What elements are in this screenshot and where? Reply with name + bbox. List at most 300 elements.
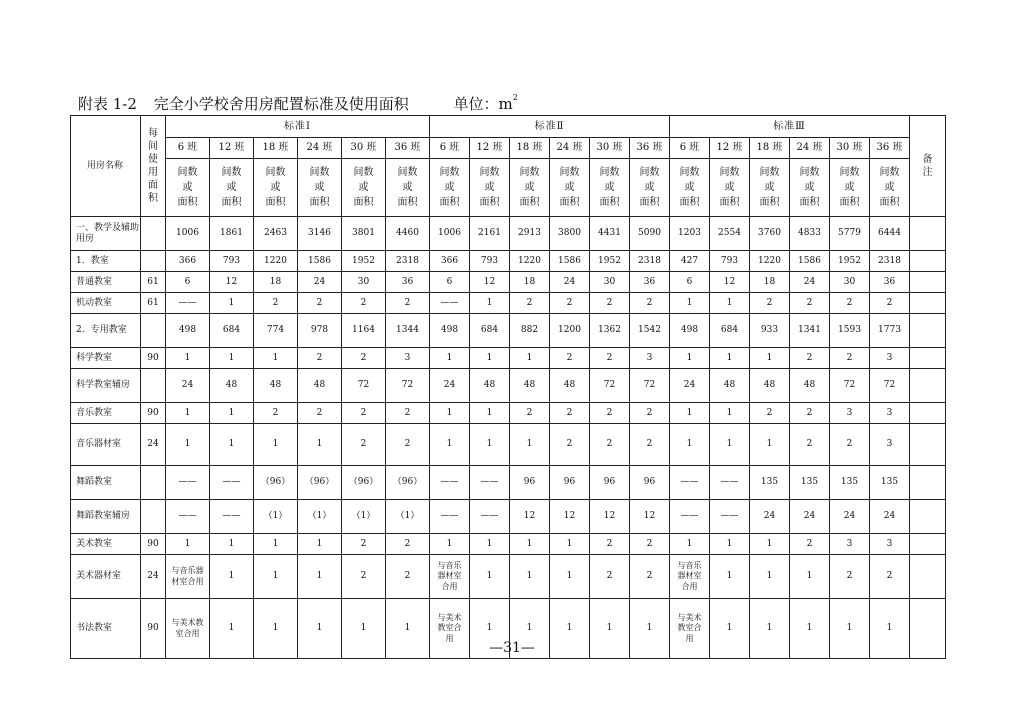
row-value: —— xyxy=(470,500,510,534)
row-value: —— xyxy=(210,466,254,500)
row-per-room-area xyxy=(141,369,166,403)
row-value: 3760 xyxy=(750,217,790,251)
row-value: 1 xyxy=(298,599,342,659)
row-value: 1 xyxy=(210,424,254,466)
row-value: 1 xyxy=(750,424,790,466)
header-count-or-area-line: 间数 xyxy=(799,167,820,178)
row-value: 1542 xyxy=(630,314,670,348)
row-value: —— xyxy=(430,466,470,500)
header-count-or-area-line: 间数 xyxy=(759,167,780,178)
header-count-or-area-line: 间数 xyxy=(559,167,580,178)
row-value: 1 xyxy=(670,293,710,314)
header-count-or-area xyxy=(254,159,298,217)
header-count-or-area-line: 或 xyxy=(270,182,281,193)
row-value: 1 xyxy=(386,599,430,659)
row-value: 2 xyxy=(342,424,386,466)
row-value: 1362 xyxy=(590,314,630,348)
header-count-or-area-line: 间数 xyxy=(639,167,660,178)
row-value: 1220 xyxy=(750,251,790,272)
row-value: 1006 xyxy=(430,217,470,251)
row-value: 1 xyxy=(342,599,386,659)
row-value: 18 xyxy=(510,272,550,293)
table-row xyxy=(71,534,946,555)
header-class-count: 6 班 xyxy=(430,138,470,159)
row-value: 1 xyxy=(550,534,590,555)
row-value: 2 xyxy=(342,534,386,555)
row-value: 12 xyxy=(510,500,550,534)
row-value: 48 xyxy=(470,369,510,403)
row-per-room-area: 61 xyxy=(141,272,166,293)
row-value: 2 xyxy=(870,555,910,599)
row-value: 12 xyxy=(590,500,630,534)
row-per-room-area xyxy=(141,500,166,534)
header-count-or-area-line: 面积 xyxy=(309,197,330,208)
header-class-count: 6 班 xyxy=(166,138,210,159)
row-value: 1 xyxy=(430,403,470,424)
row-value: 1 xyxy=(210,348,254,369)
header-count-or-area-line: 面积 xyxy=(221,197,242,208)
row-value: 1 xyxy=(430,424,470,466)
header-count-or-area-line: 面积 xyxy=(799,197,820,208)
row-value: 1 xyxy=(790,555,830,599)
header-class-count: 36 班 xyxy=(630,138,670,159)
row-value: 18 xyxy=(254,272,298,293)
row-value: 12 xyxy=(550,500,590,534)
row-value: 793 xyxy=(210,251,254,272)
row-value: 2 xyxy=(590,348,630,369)
row-value: 48 xyxy=(210,369,254,403)
header-count-or-area xyxy=(470,159,510,217)
table-row xyxy=(71,217,946,251)
table-row xyxy=(71,466,946,500)
header-class-count: 36 班 xyxy=(870,138,910,159)
row-value: 1 xyxy=(510,555,550,599)
header-count-or-area-line: 间数 xyxy=(839,167,860,178)
row-value: 2 xyxy=(386,403,430,424)
row-value: 1 xyxy=(510,534,550,555)
header-count-or-area-line: 面积 xyxy=(265,197,286,208)
row-value: —— xyxy=(470,466,510,500)
row-value: 2 xyxy=(550,403,590,424)
row-value: 2913 xyxy=(510,217,550,251)
row-value: 48 xyxy=(298,369,342,403)
row-value: （1） xyxy=(342,500,386,534)
header-count-or-area-line: 面积 xyxy=(439,197,460,208)
row-value: 1 xyxy=(550,599,590,659)
row-per-room-area xyxy=(141,251,166,272)
header-count-or-area xyxy=(830,159,870,217)
header-count-or-area-line: 间数 xyxy=(479,167,500,178)
row-remarks xyxy=(910,369,946,403)
header-count-or-area-line: 面积 xyxy=(177,197,198,208)
row-value: 1 xyxy=(254,534,298,555)
row-value: 2554 xyxy=(710,217,750,251)
row-value: 72 xyxy=(830,369,870,403)
row-value: 774 xyxy=(254,314,298,348)
row-remarks xyxy=(910,348,946,369)
row-value: —— xyxy=(166,466,210,500)
row-value: —— xyxy=(166,500,210,534)
row-value: 2 xyxy=(342,555,386,599)
table-row xyxy=(71,403,946,424)
header-count-or-area xyxy=(750,159,790,217)
row-value: 2 xyxy=(510,403,550,424)
header-count-or-area xyxy=(670,159,710,217)
row-value: 1 xyxy=(166,534,210,555)
room-standards-table xyxy=(70,115,946,659)
row-value: 1 xyxy=(470,293,510,314)
row-value: 3 xyxy=(630,348,670,369)
row-value: 24 xyxy=(830,500,870,534)
row-value: 1 xyxy=(630,599,670,659)
header-count-or-area-line: 间数 xyxy=(177,167,198,178)
table-row xyxy=(71,293,946,314)
row-value: 978 xyxy=(298,314,342,348)
row-value: 2 xyxy=(750,403,790,424)
row-value: 96 xyxy=(590,466,630,500)
row-value: 5090 xyxy=(630,217,670,251)
row-value: 2 xyxy=(298,348,342,369)
unit-superscript: 2 xyxy=(512,93,518,102)
header-count-or-area xyxy=(298,159,342,217)
row-value: 2161 xyxy=(470,217,510,251)
row-per-room-area: 90 xyxy=(141,403,166,424)
row-value: 1586 xyxy=(790,251,830,272)
row-value: 1 xyxy=(550,555,590,599)
row-value: 1 xyxy=(166,403,210,424)
header-count-or-area xyxy=(342,159,386,217)
header-count-or-area xyxy=(550,159,590,217)
row-value: 1 xyxy=(870,599,910,659)
row-value: 1 xyxy=(670,424,710,466)
row-value: 12 xyxy=(470,272,510,293)
row-value: 684 xyxy=(470,314,510,348)
row-value: 72 xyxy=(590,369,630,403)
row-value: 684 xyxy=(210,314,254,348)
row-value: 2 xyxy=(750,293,790,314)
row-value: 1 xyxy=(298,534,342,555)
row-value: 882 xyxy=(510,314,550,348)
row-room-name: 舞蹈教室 xyxy=(71,466,141,500)
row-value: 1 xyxy=(830,599,870,659)
row-value: 3 xyxy=(870,403,910,424)
row-value: 2318 xyxy=(630,251,670,272)
row-value: 6444 xyxy=(870,217,910,251)
unit-label: 单位：m xyxy=(453,95,513,113)
row-value: —— xyxy=(710,500,750,534)
row-value: 2 xyxy=(510,293,550,314)
row-value: 2463 xyxy=(254,217,298,251)
row-value: 3801 xyxy=(342,217,386,251)
row-value: 1952 xyxy=(830,251,870,272)
row-value: —— xyxy=(670,500,710,534)
row-value: 1 xyxy=(470,348,510,369)
row-value: 1 xyxy=(430,534,470,555)
row-value: 1341 xyxy=(790,314,830,348)
row-value: 1 xyxy=(210,403,254,424)
row-value: 1203 xyxy=(670,217,710,251)
row-value: 24 xyxy=(790,500,830,534)
row-value: 24 xyxy=(550,272,590,293)
row-value: 1200 xyxy=(550,314,590,348)
header-count-or-area xyxy=(870,159,910,217)
row-value: 1 xyxy=(710,599,750,659)
row-value: 2 xyxy=(550,424,590,466)
row-room-name: 普通教室 xyxy=(71,272,141,293)
header-count-or-area xyxy=(590,159,630,217)
header-count-or-area-line: 或 xyxy=(764,182,775,193)
row-value: 2 xyxy=(386,424,430,466)
header-count-or-area-line: 间数 xyxy=(221,167,242,178)
header-count-or-area-line: 间数 xyxy=(879,167,900,178)
header-count-or-area xyxy=(430,159,470,217)
row-value: 1 xyxy=(670,403,710,424)
header-class-count: 18 班 xyxy=(254,138,298,159)
table-row xyxy=(71,500,946,534)
row-value: 1 xyxy=(298,424,342,466)
header-count-or-area-line: 间数 xyxy=(679,167,700,178)
row-value: 4460 xyxy=(386,217,430,251)
row-value: 793 xyxy=(470,251,510,272)
row-room-name: 科学教室 xyxy=(71,348,141,369)
row-value: 1586 xyxy=(298,251,342,272)
table-row xyxy=(71,424,946,466)
row-remarks xyxy=(910,534,946,555)
header-count-or-area-line: 间数 xyxy=(519,167,540,178)
header-count-or-area-line: 或 xyxy=(604,182,615,193)
header-class-count: 12 班 xyxy=(710,138,750,159)
row-value: （1） xyxy=(254,500,298,534)
row-value: 1220 xyxy=(254,251,298,272)
row-value: 2 xyxy=(550,348,590,369)
row-value: 12 xyxy=(210,272,254,293)
header-count-or-area xyxy=(386,159,430,217)
row-value: —— xyxy=(430,293,470,314)
row-value: 96 xyxy=(550,466,590,500)
table-row xyxy=(71,348,946,369)
row-per-room-area xyxy=(141,217,166,251)
row-value: 2 xyxy=(830,424,870,466)
header-count-or-area-line: 间数 xyxy=(309,167,330,178)
row-remarks xyxy=(910,403,946,424)
row-value: 2 xyxy=(590,403,630,424)
row-value: 1 xyxy=(750,599,790,659)
row-value: 1 xyxy=(254,599,298,659)
row-value: 2 xyxy=(830,348,870,369)
row-value: 3 xyxy=(870,534,910,555)
header-class-count: 6 班 xyxy=(670,138,710,159)
header-count-or-area-line: 或 xyxy=(402,182,413,193)
header-count-or-area-line: 间数 xyxy=(265,167,286,178)
row-value: 2 xyxy=(386,534,430,555)
row-value: 1 xyxy=(166,424,210,466)
row-value: 2 xyxy=(790,534,830,555)
row-value: 12 xyxy=(710,272,750,293)
row-value: 1 xyxy=(470,555,510,599)
table-number: 附表 1-2 xyxy=(78,95,137,113)
row-value: 3 xyxy=(830,534,870,555)
row-value: 2 xyxy=(790,403,830,424)
row-value: 72 xyxy=(342,369,386,403)
table-caption: 完全小学校舍用房配置标准及使用面积 xyxy=(153,95,409,113)
row-remarks xyxy=(910,424,946,466)
row-value: 2 xyxy=(590,534,630,555)
row-value: 2318 xyxy=(386,251,430,272)
table-row xyxy=(71,369,946,403)
row-value: —— xyxy=(670,466,710,500)
row-value: 1952 xyxy=(342,251,386,272)
row-value: 2 xyxy=(386,293,430,314)
row-value: 1 xyxy=(510,599,550,659)
table-row xyxy=(71,314,946,348)
row-room-name: 2．专用教室 xyxy=(71,314,141,348)
row-value: 96 xyxy=(510,466,550,500)
header-class-count: 12 班 xyxy=(470,138,510,159)
row-value: 2 xyxy=(550,293,590,314)
row-value: 1 xyxy=(470,534,510,555)
header-count-or-area-line: 面积 xyxy=(353,197,374,208)
row-per-room-area: 24 xyxy=(141,424,166,466)
row-value: 36 xyxy=(630,272,670,293)
row-value: 2 xyxy=(342,403,386,424)
row-value: 1 xyxy=(254,348,298,369)
row-value: 1 xyxy=(710,555,750,599)
header-count-or-area-line: 面积 xyxy=(759,197,780,208)
row-remarks xyxy=(910,466,946,500)
row-value: 2 xyxy=(790,293,830,314)
row-value: 1 xyxy=(710,534,750,555)
header-count-or-area xyxy=(210,159,254,217)
row-value: 1 xyxy=(750,348,790,369)
row-value: 2 xyxy=(342,348,386,369)
row-value: 2 xyxy=(298,403,342,424)
header-count-or-area-line: 间数 xyxy=(719,167,740,178)
row-room-name: 1．教室 xyxy=(71,251,141,272)
header-count-or-area-line: 或 xyxy=(226,182,237,193)
row-value: 30 xyxy=(830,272,870,293)
header-class-count: 30 班 xyxy=(590,138,630,159)
header-count-or-area-line: 或 xyxy=(684,182,695,193)
row-value: 24 xyxy=(750,500,790,534)
row-room-name: 科学教室辅房 xyxy=(71,369,141,403)
header-count-or-area-line: 面积 xyxy=(679,197,700,208)
row-value: 1344 xyxy=(386,314,430,348)
row-value: 1952 xyxy=(590,251,630,272)
row-room-name: 音乐教室 xyxy=(71,403,141,424)
header-count-or-area-line: 面积 xyxy=(639,197,660,208)
header-count-or-area xyxy=(166,159,210,217)
row-value: 1 xyxy=(510,348,550,369)
row-value: 2 xyxy=(630,424,670,466)
header-count-or-area-line: 或 xyxy=(444,182,455,193)
header-class-count: 30 班 xyxy=(342,138,386,159)
table-row xyxy=(71,251,946,272)
header-count-or-area-line: 或 xyxy=(182,182,193,193)
row-value: 与音乐器材室合用 xyxy=(670,555,710,599)
header-count-or-area-line: 面积 xyxy=(397,197,418,208)
header-count-or-area-line: 或 xyxy=(884,182,895,193)
row-value: 2 xyxy=(630,403,670,424)
header-count-or-area-line: 或 xyxy=(358,182,369,193)
row-remarks xyxy=(910,217,946,251)
row-value: 1773 xyxy=(870,314,910,348)
row-value: （1） xyxy=(386,500,430,534)
header-count-or-area-line: 或 xyxy=(484,182,495,193)
header-standard-2: 标准Ⅱ xyxy=(430,116,670,138)
row-value: 36 xyxy=(870,272,910,293)
row-value: 48 xyxy=(550,369,590,403)
row-value: （96） xyxy=(386,466,430,500)
row-per-room-area: 90 xyxy=(141,599,166,659)
header-class-count: 30 班 xyxy=(830,138,870,159)
row-value: 1 xyxy=(710,348,750,369)
row-value: 72 xyxy=(870,369,910,403)
row-value: 6 xyxy=(670,272,710,293)
row-value: 48 xyxy=(510,369,550,403)
row-value: 2 xyxy=(342,293,386,314)
row-per-room-area xyxy=(141,466,166,500)
row-value: 793 xyxy=(710,251,750,272)
row-value: 72 xyxy=(386,369,430,403)
row-value: 498 xyxy=(166,314,210,348)
header-count-or-area-line: 或 xyxy=(564,182,575,193)
row-value: 2 xyxy=(630,534,670,555)
row-value: —— xyxy=(166,293,210,314)
header-class-count: 36 班 xyxy=(386,138,430,159)
header-room-name: 用房名称 xyxy=(71,116,141,217)
row-value: 1 xyxy=(710,424,750,466)
row-value: 6 xyxy=(166,272,210,293)
row-value: 1 xyxy=(254,555,298,599)
row-value: 6 xyxy=(430,272,470,293)
row-value: 1 xyxy=(470,424,510,466)
row-per-room-area xyxy=(141,314,166,348)
row-value: 366 xyxy=(166,251,210,272)
row-value: 2 xyxy=(830,293,870,314)
row-value: 3146 xyxy=(298,217,342,251)
row-value: 1 xyxy=(166,348,210,369)
header-count-or-area-line: 面积 xyxy=(559,197,580,208)
row-value: （96） xyxy=(254,466,298,500)
row-value: 1006 xyxy=(166,217,210,251)
row-value: 135 xyxy=(830,466,870,500)
row-value: —— xyxy=(210,500,254,534)
row-value: 2318 xyxy=(870,251,910,272)
row-value: 24 xyxy=(790,272,830,293)
row-value: 1 xyxy=(710,403,750,424)
row-value: 1 xyxy=(670,534,710,555)
row-per-room-area: 90 xyxy=(141,348,166,369)
row-value: 1164 xyxy=(342,314,386,348)
header-count-or-area-line: 间数 xyxy=(397,167,418,178)
row-value: —— xyxy=(710,466,750,500)
row-value: 2 xyxy=(790,424,830,466)
row-per-room-area: 61 xyxy=(141,293,166,314)
row-value: 2 xyxy=(790,348,830,369)
row-per-room-area: 90 xyxy=(141,534,166,555)
row-value: 1 xyxy=(254,424,298,466)
row-value: （96） xyxy=(298,466,342,500)
row-value: 3 xyxy=(870,424,910,466)
table-row xyxy=(71,272,946,293)
header-count-or-area-line: 或 xyxy=(844,182,855,193)
row-remarks xyxy=(910,293,946,314)
row-value: 3 xyxy=(830,403,870,424)
row-value: 1586 xyxy=(550,251,590,272)
row-value: 1861 xyxy=(210,217,254,251)
row-value: 1 xyxy=(510,424,550,466)
row-remarks xyxy=(910,314,946,348)
